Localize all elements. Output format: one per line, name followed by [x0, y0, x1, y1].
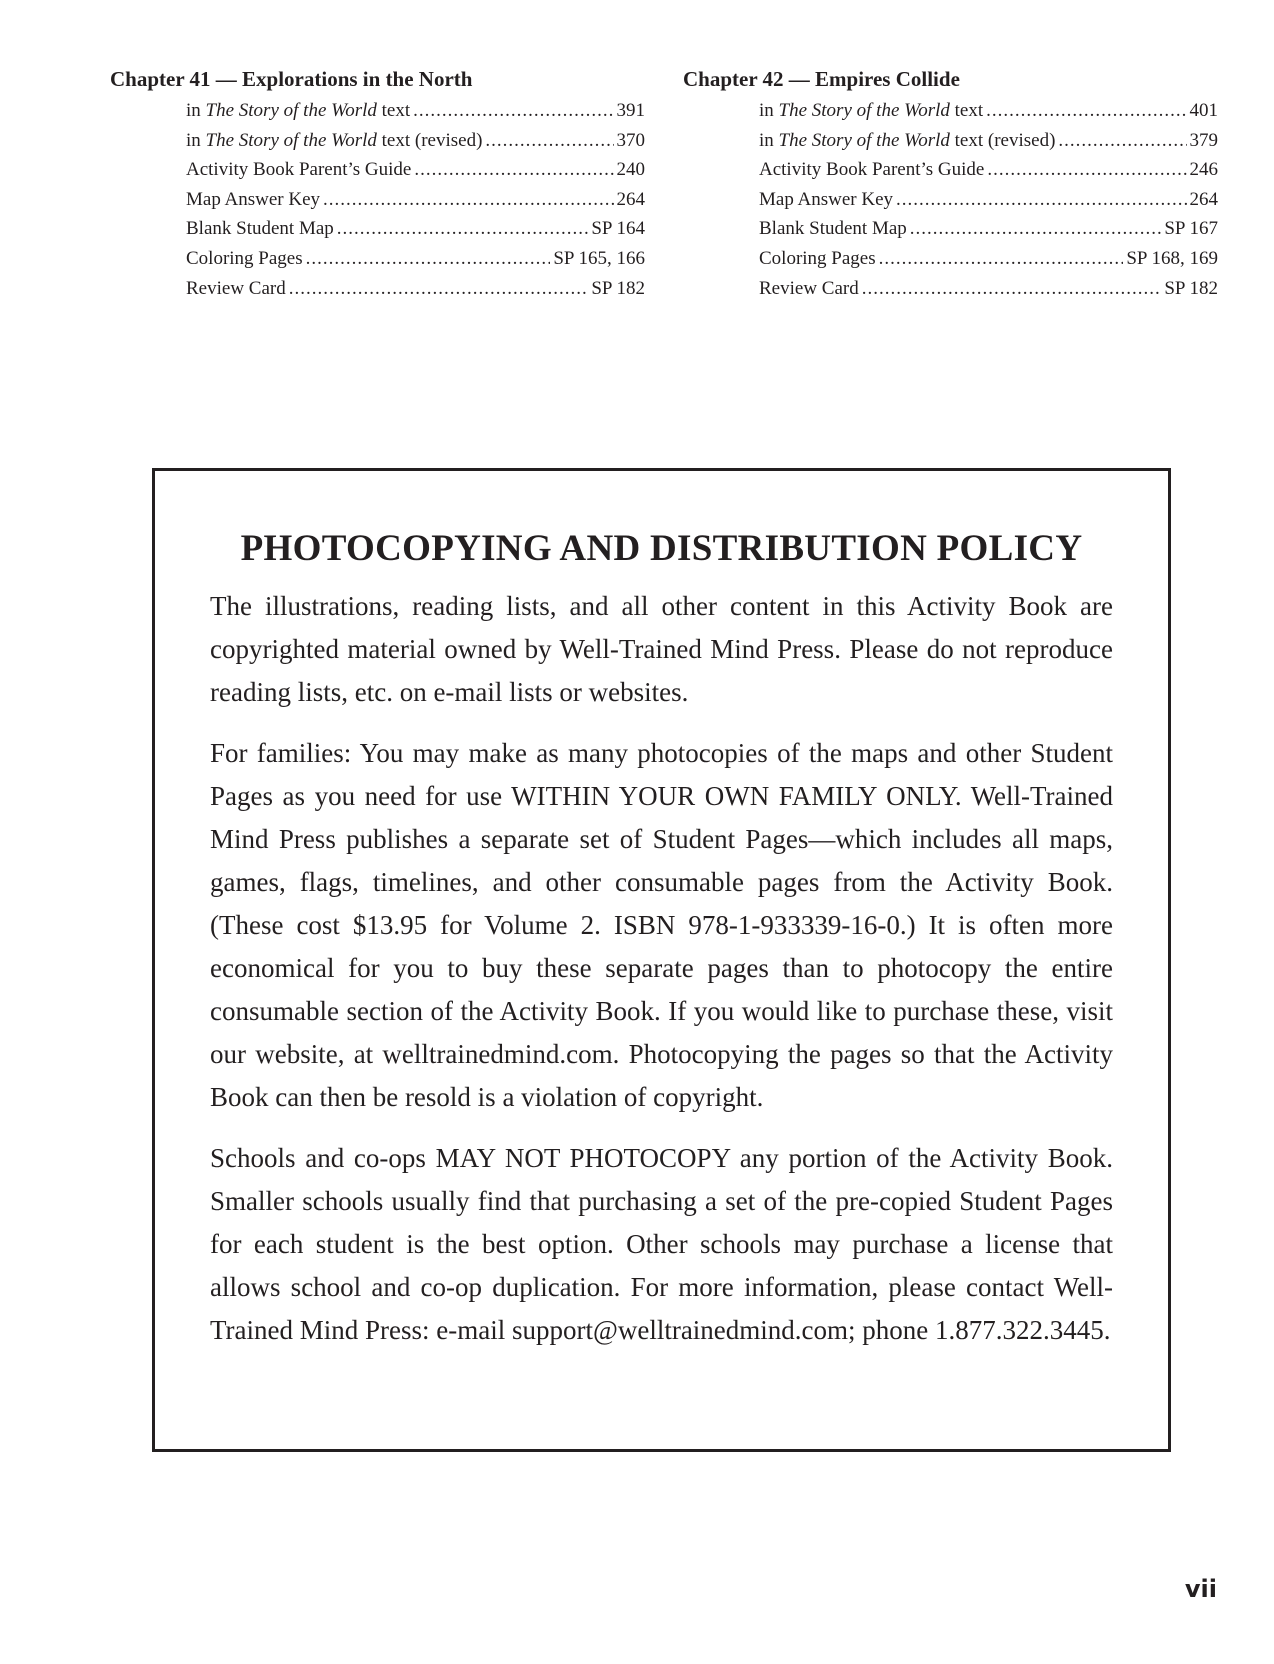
toc-page-number: 264 — [1189, 188, 1218, 210]
leader-dots — [337, 214, 589, 244]
toc-page-number: 370 — [616, 129, 645, 151]
toc-entry: in The Story of the World text ..... 391 — [186, 96, 645, 126]
toc-chapter-41 — [110, 64, 645, 303]
toc-page-number: SP 168, 169 — [1126, 247, 1218, 269]
toc-entry: in The Story of the World text (revised) ..... 379 — [759, 126, 1218, 156]
toc-entry: Review Card ..... SP 182 — [759, 274, 1218, 304]
toc-page-number: SP 182 — [591, 277, 645, 299]
toc-page-number: 264 — [616, 188, 645, 210]
toc-page-number: SP 165, 166 — [553, 247, 645, 269]
toc-entry: Coloring Pages ..... SP 165, 166 — [186, 244, 645, 274]
toc-page-number: 401 — [1189, 100, 1218, 121]
toc-entry: Coloring Pages ..... SP 168, 169 — [759, 244, 1218, 274]
toc-page-number: SP 182 — [1164, 277, 1218, 299]
leader-dots — [413, 96, 613, 126]
toc-page-number: 379 — [1189, 129, 1218, 151]
toc-entry: Activity Book Parent’s Guide ..... 246 — [759, 155, 1218, 185]
toc-entry: Map Answer Key ..... 264 — [759, 185, 1218, 215]
toc-page-number: SP 167 — [1164, 218, 1218, 240]
toc-page-number: 246 — [1189, 159, 1218, 181]
leader-dots — [910, 214, 1162, 244]
leader-dots — [414, 155, 613, 185]
leader-dots — [306, 244, 551, 274]
toc-entry: Review Card ..... SP 182 — [186, 274, 645, 304]
toc-entry: Map Answer Key ..... 264 — [186, 185, 645, 215]
toc-entry: Blank Student Map ..... SP 164 — [186, 214, 645, 244]
leader-dots — [289, 274, 589, 304]
leader-dots — [879, 244, 1124, 274]
toc-entry: in The Story of the World text ..... 401 — [759, 96, 1218, 126]
policy-paragraph-copyright: The illustrations, reading lists, and all other content in this Activity Book are copyrighted material owned by Well-Trained Mind Press. Please do not reproduce reading lists, etc. on e-mail lists or websites. — [210, 591, 1113, 707]
leader-dots — [1058, 126, 1186, 156]
leader-dots — [987, 155, 1186, 185]
leader-dots — [862, 274, 1162, 304]
toc-page-number: SP 164 — [591, 218, 645, 240]
policy-paragraph-families: For families: You may make as many photocopies of the maps and other Student Pages as you need for use WITHIN YOUR OWN FAMILY ONLY. Well-Trained Mind Press publishes a separate set of Student Pages—which includes all maps, games, flags, timelines, and other consumable pages from the Activity Book. (These cost $13.95 for Volume 2. ISBN 978-1-933339-16-0.) It is often more economical for you to buy these separate pages than to photocopy the entire consumable section of the Activity Book. If you would like to purchase these, visit our website, at welltrainedmind.com. Photocopying the pages so that the Activity Book can then be resold is a violation of copyright. — [210, 738, 1113, 1112]
toc-entry-list — [683, 96, 1218, 303]
toc-entry: Blank Student Map ..... SP 167 — [759, 214, 1218, 244]
toc-entry: in The Story of the World text (revised) ..... 370 — [186, 126, 645, 156]
leader-dots — [986, 96, 1186, 126]
toc-entry: Activity Book Parent’s Guide ..... 240 — [186, 155, 645, 185]
leader-dots — [323, 185, 613, 215]
toc-page-number: 391 — [616, 100, 645, 121]
policy-box — [152, 468, 1171, 1452]
toc-entry-list — [110, 96, 645, 303]
policy-title: PHOTOCOPYING AND DISTRIBUTION POLICY — [240, 528, 1083, 569]
chapter-title: Chapter 41 — Explorations in the North — [110, 67, 473, 91]
leader-dots — [896, 185, 1186, 215]
toc-chapter-42 — [683, 64, 1218, 303]
toc-page-number: 240 — [616, 159, 645, 181]
policy-paragraph-schools: Schools and co-ops MAY NOT PHOTOCOPY any portion of the Activity Book. Smaller schools usually find that purchasing a set of the pre-copied Student Pages for each student is the best option. Other schools may purchase a license that allows school and co-op duplication. For more information, please contact Well-Trained Mind Press: e-mail support@welltrainedmind.com; phone 1.877.322.3445. — [210, 1143, 1113, 1345]
chapter-title: Chapter 42 — Empires Collide — [683, 67, 960, 91]
page-number: vii — [1184, 1575, 1217, 1603]
leader-dots — [485, 126, 613, 156]
